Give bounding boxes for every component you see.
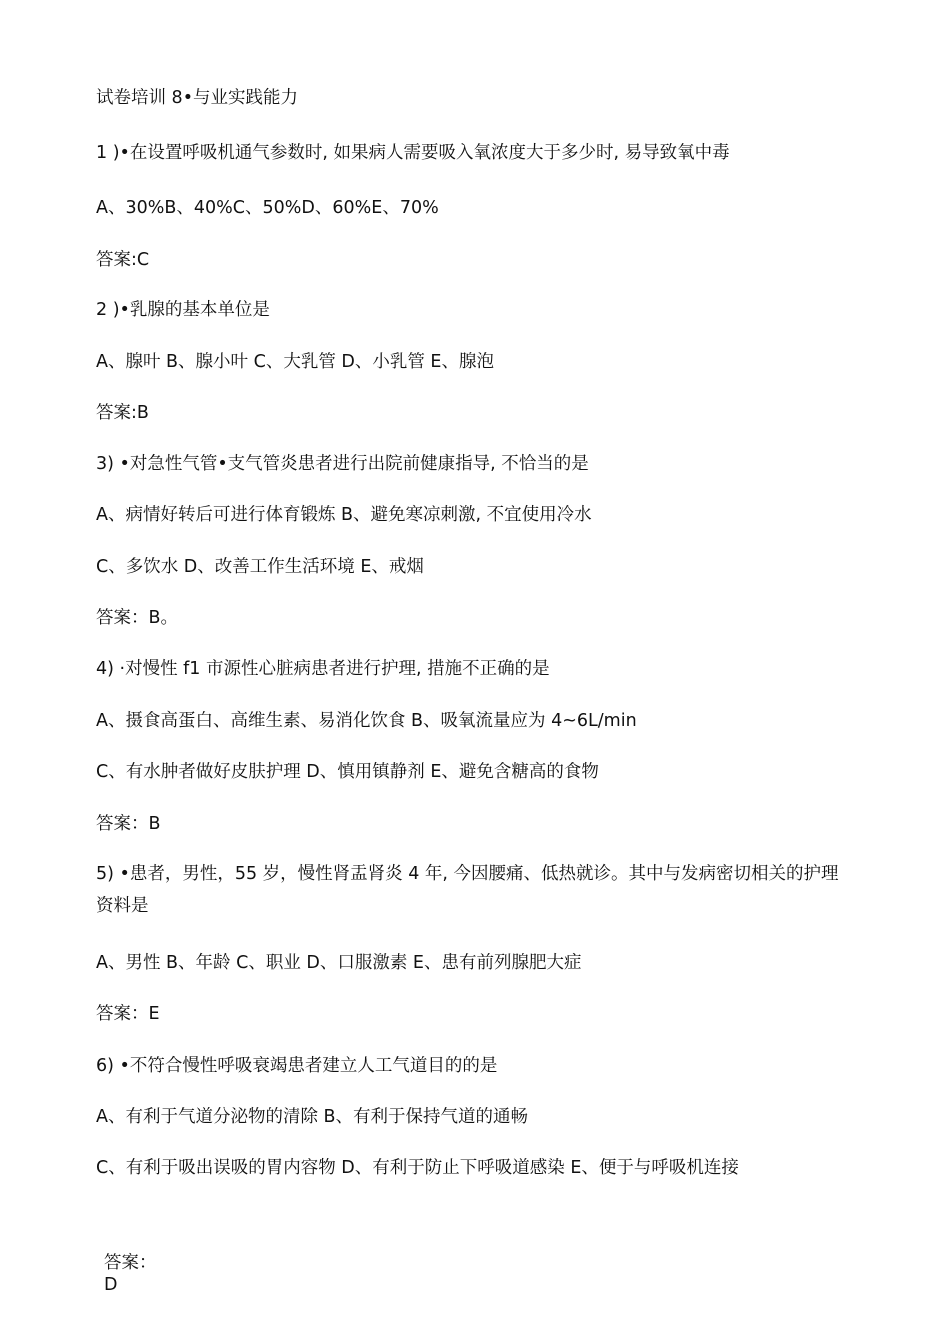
question-3-stem: 3) •对急性气管•支气管炎患者进行出院前健康指导, 不恰当的是 bbox=[96, 454, 589, 474]
question-6-answer-value: D bbox=[104, 1274, 118, 1295]
question-4-options-line-1: A、摄食高蛋白、高维生素、易消化饮食 B、吸氧流量应为 4~6L/min bbox=[96, 711, 637, 731]
question-2-stem: 2 )•乳腺的基本单位是 bbox=[96, 300, 270, 320]
question-1-options: A、30%B、40%C、50%D、60%E、70% bbox=[96, 198, 439, 218]
question-5-options: A、男性 B、年龄 C、职业 D、口服激素 E、患有前列腺肥大症 bbox=[96, 953, 582, 973]
question-2-answer: 答案:B bbox=[96, 403, 149, 423]
question-4-options-line-2: C、有水肿者做好皮肤护理 D、慎用镇静剂 E、避免含糖高的食物 bbox=[96, 762, 599, 782]
question-6-answer-label: 答案： bbox=[104, 1252, 157, 1273]
question-5-stem: 5) •患者，男性，55 岁，慢性肾盂肾炎 4 年, 今因腰痛、低热就诊。其中与发病密切相关的护理资料是 bbox=[96, 864, 839, 916]
question-1-stem: 1 )•在设置呼吸机通气参数时, 如果病人需要吸入氧浓度大于多少时, 易导致氧中毒 bbox=[96, 143, 730, 163]
question-6-stem: 6) •不符合慢性呼吸衰竭患者建立人工气道目的的是 bbox=[96, 1056, 498, 1076]
question-3-options-line-1: A、病情好转后可进行体育锻炼 B、避免寒凉刺激, 不宜使用冷水 bbox=[96, 505, 592, 525]
question-4-stem: 4) ·对慢性 f1 市源性心脏病患者进行护理, 措施不正确的是 bbox=[96, 659, 550, 679]
question-2-options: A、腺叶 B、腺小叶 C、大乳管 D、小乳管 E、腺泡 bbox=[96, 352, 494, 372]
document-title: 试卷培训 8•与业实践能力 bbox=[96, 88, 299, 108]
question-6-options-line-1: A、有利于气道分泌物的清除 B、有利于保持气道的通畅 bbox=[96, 1107, 529, 1127]
question-3-answer: 答案：B。 bbox=[96, 608, 179, 628]
question-4-answer: 答案：B bbox=[96, 814, 161, 834]
question-3-options-line-2: C、多饮水 D、改善工作生活环境 E、戒烟 bbox=[96, 557, 424, 577]
question-1-answer: 答案:C bbox=[96, 250, 150, 270]
question-5-answer: 答案：E bbox=[96, 1004, 160, 1024]
question-6-options-line-2: C、有利于吸出误吸的胃内容物 D、有利于防止下呼吸道感染 E、便于与呼吸机连接 bbox=[96, 1158, 739, 1178]
